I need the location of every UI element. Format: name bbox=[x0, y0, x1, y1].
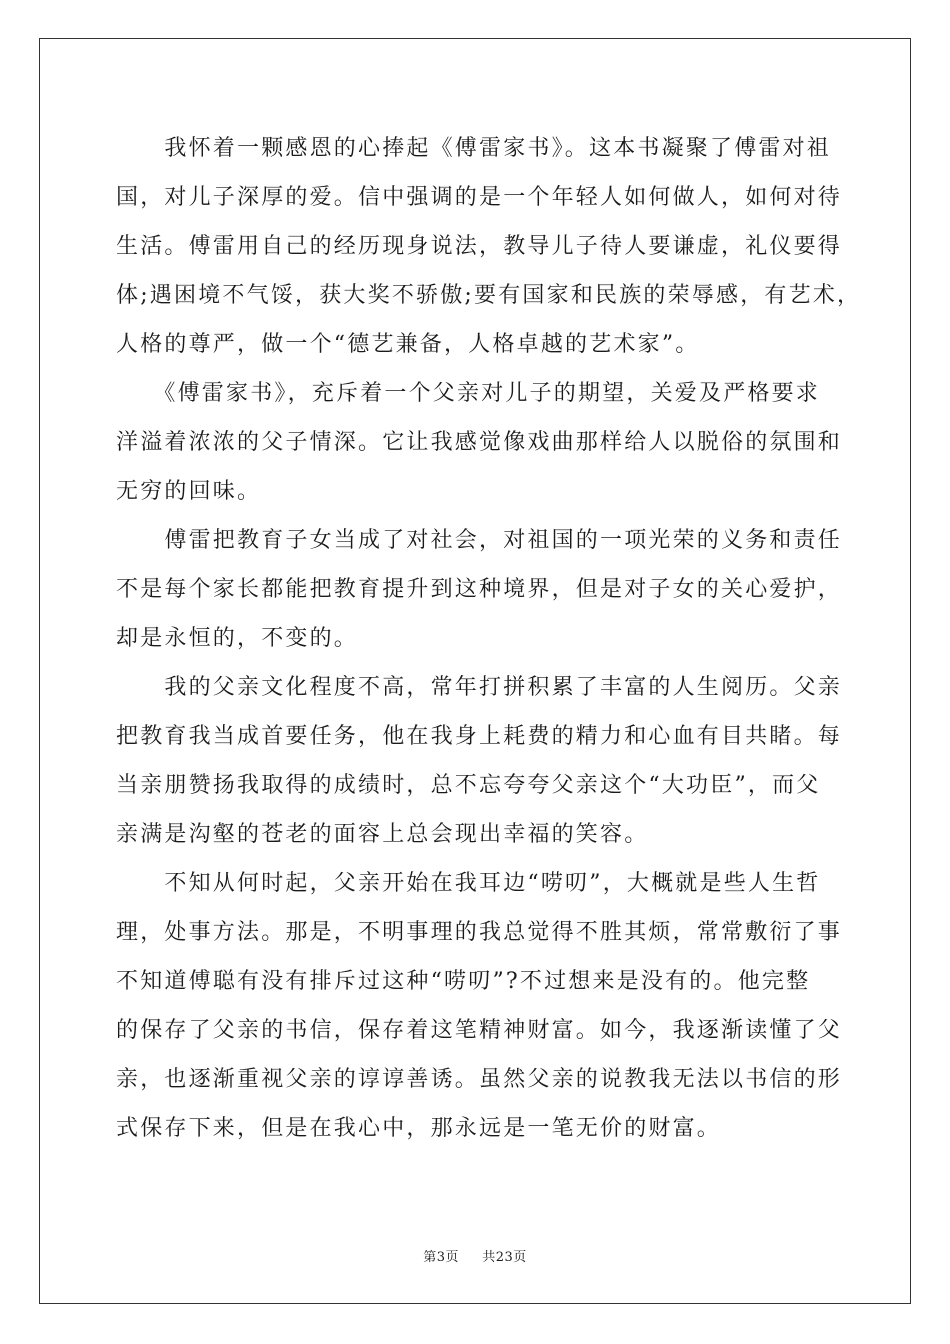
text-line: 无穷的回味。 bbox=[116, 479, 262, 504]
page-number: 第3页 bbox=[423, 1250, 459, 1265]
text-line: 式保存下来，但是在我心中，那永远是一笔无价的财富。 bbox=[116, 1116, 722, 1141]
text-line: 不知从何时起，父亲开始在我耳边“唠叨”，大概就是些人生哲 bbox=[116, 871, 821, 896]
text-line: 当亲朋赞扬我取得的成绩时，总不忘夸夸父亲这个“大功臣”，而父 bbox=[116, 773, 821, 798]
text-line: 生活。傅雷用自己的经历现身说法，教导儿子待人要谦虚，礼仪要得 bbox=[116, 234, 843, 259]
text-line: 《傅雷家书》，充斥着一个父亲对儿子的期望，关爱及严格要求 bbox=[116, 381, 821, 406]
text-line: 亲，也逐渐重视父亲的谆谆善诱。虽然父亲的说教我无法以书信的形 bbox=[116, 1067, 843, 1092]
text-line: 我的父亲文化程度不高，常年打拼积累了丰富的人生阅历。父亲 bbox=[116, 675, 843, 700]
text-line: 的保存了父亲的书信，保存着这笔精神财富。如今，我逐渐读懂了父 bbox=[116, 1018, 843, 1043]
text-line: 人格的尊严，做一个“德艺兼备，人格卓越的艺术家”。 bbox=[116, 332, 700, 357]
text-line: 亲满是沟壑的苍老的面容上总会现出幸福的笑容。 bbox=[116, 822, 649, 847]
text-line: 却是永恒的，不变的。 bbox=[116, 626, 359, 651]
total-pages: 共23页 bbox=[482, 1250, 527, 1265]
text-line: 理，处事方法。那是，不明事理的我总觉得不胜其烦，常常敷衍了事 bbox=[116, 920, 843, 945]
text-line: 傅雷把教育子女当成了对社会，对祖国的一项光荣的义务和责任 bbox=[116, 528, 843, 553]
text-line: 我怀着一颗感恩的心捧起《傅雷家书》。这本书凝聚了傅雷对祖 bbox=[116, 136, 832, 161]
text-line: 洋溢着浓浓的父子情深。它让我感觉像戏曲那样给人以脱俗的氛围和 bbox=[116, 430, 843, 455]
page-footer bbox=[0, 1246, 950, 1265]
text-line: 体;遇困境不气馁，获大奖不骄傲;要有国家和民族的荣辱感，有艺术， bbox=[116, 283, 862, 308]
document-body bbox=[116, 124, 862, 1153]
text-line: 不是每个家长都能把教育提升到这种境界，但是对子女的关心爱护， bbox=[116, 577, 843, 602]
text-line: 把教育我当成首要任务，他在我身上耗费的精力和心血有目共睹。每 bbox=[116, 724, 843, 749]
text-line: 不知道傅聪有没有排斥过这种“唠叨”?不过想来是没有的。他完整 bbox=[116, 969, 811, 994]
text-line: 国，对儿子深厚的爱。信中强调的是一个年轻人如何做人，如何对待 bbox=[116, 185, 843, 210]
